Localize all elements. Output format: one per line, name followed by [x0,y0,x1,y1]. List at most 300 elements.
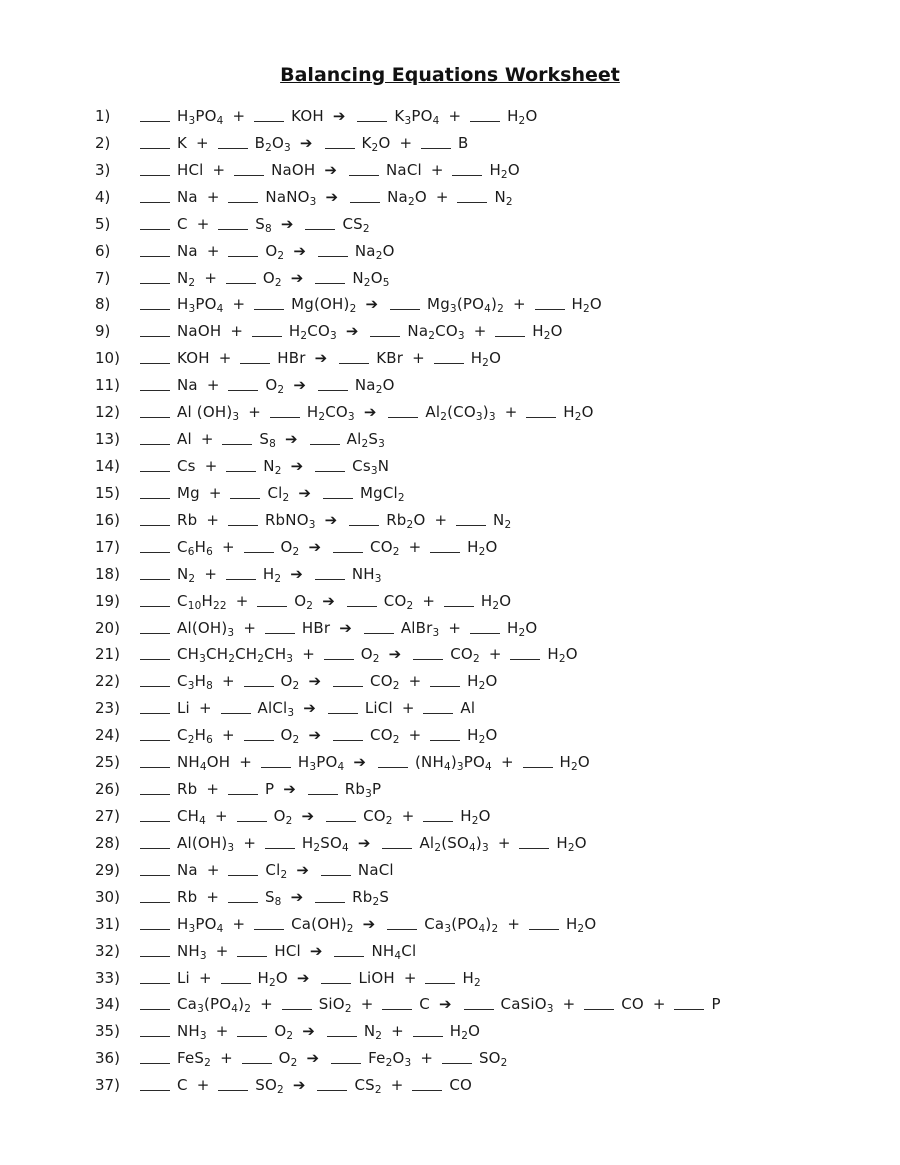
chemical-formula: $Na_2O$ [387,187,427,208]
chemical-formula: Al $(OH)_3$ [177,403,240,424]
plus-sign: + [215,1022,229,1041]
arrow-icon: ➔ [324,510,338,529]
plus-sign: + [420,1049,433,1068]
coefficient-blank [240,363,270,364]
chemical-formula: HBr [301,618,331,637]
arrow-icon: ➔ [283,780,296,799]
equation-row [95,588,890,615]
plus-sign: + [212,160,226,179]
chemical-formula: $H_2O$ [563,403,594,424]
coefficient-blank [140,309,170,310]
arrow-icon: ➔ [362,914,376,933]
chemical-formula: CaSiO$_3$ [500,995,554,1016]
plus-sign: + [220,1049,233,1068]
chemical-formula: $CO_2$ [370,672,400,693]
chemical-formula: $H_3PO_4$ [177,295,224,316]
chemical-formula: $CO_2$ [370,726,400,747]
equation-number: 32) [95,941,120,960]
chemical-formula: $Cl_2$ [265,860,288,881]
chemical-formula: $H_2O$ [556,833,587,854]
plus-sign: + [196,214,210,233]
coefficient-blank [413,1036,443,1037]
coefficient-blank [254,929,284,930]
chemical-formula: FeS$_2$ [177,1049,212,1070]
chemical-formula: C [177,1076,188,1095]
coefficient-blank [382,1009,412,1010]
chemical-formula: $O_2$ [280,726,300,747]
equation-number: 5) [95,214,111,233]
coefficient-blank [333,740,363,741]
chemical-formula: $H_2CO_3$ [306,403,355,424]
coefficient-blank [244,552,274,553]
coefficient-blank [140,525,170,526]
chemical-formula: $K_3PO_4$ [394,107,440,127]
arrow-icon: ➔ [345,322,359,341]
coefficient-blank [442,1063,472,1064]
chemical-formula: $H_2O$ [489,160,520,181]
equation-row [95,507,890,534]
coefficient-blank [388,417,418,418]
chemical-formula: CO [621,995,644,1014]
chemical-formula: $S_8$ [264,887,282,908]
plus-sign: + [206,187,220,206]
plus-sign: + [390,1076,404,1095]
chemical-formula: $Mg(OH)_2$ [291,295,357,316]
equation-list [95,103,890,1099]
coefficient-blank [242,1063,272,1064]
plus-sign: + [232,914,246,933]
equation-row [95,884,890,911]
plus-sign: + [403,968,417,987]
chemical-formula: RbNO$_3$ [264,510,316,531]
coefficient-blank [456,525,486,526]
coefficient-blank [434,363,464,364]
plus-sign: + [401,699,415,718]
coefficient-blank [584,1009,614,1010]
chemical-formula: $Mg_3(PO_4)_2$ [427,295,504,316]
plus-sign: + [200,430,214,449]
chemical-formula: $O_2$ [280,672,300,693]
chemical-formula: $H_2$ [262,564,282,585]
coefficient-blank [140,821,170,822]
arrow-icon: ➔ [309,941,323,960]
chemical-formula: $Ca_3(PO_4)_2$ [177,995,252,1016]
coefficient-blank [444,606,474,607]
coefficient-blank [349,525,379,526]
coefficient-blank [425,983,455,984]
chemical-formula: Na [177,860,198,879]
equation-number: 24) [95,726,120,745]
arrow-icon: ➔ [292,1076,306,1095]
equation-number: 4) [95,187,111,206]
chemical-formula: AlBr$_3$ [400,618,440,639]
equation-number: 33) [95,968,120,987]
chemical-formula: $CO_2$ [383,591,414,612]
coefficient-blank [140,175,170,176]
coefficient-blank [228,202,258,203]
arrow-icon: ➔ [298,483,311,502]
coefficient-blank [308,794,338,795]
arrow-icon: ➔ [438,995,452,1014]
coefficient-blank [333,552,363,553]
chemical-formula: $CH_3CH_2CH_2CH_3$ [177,645,294,666]
arrow-icon: ➔ [308,672,322,691]
chemical-formula: KBr [376,349,404,368]
chemical-formula: AlCl$_3$ [257,699,295,720]
coefficient-blank [315,579,345,580]
chemical-formula: $S_8$ [255,214,272,235]
plus-sign: + [391,1022,404,1041]
coefficient-blank [140,552,170,553]
coefficient-blank [495,336,525,337]
coefficient-blank [140,686,170,687]
coefficient-blank [318,390,348,391]
coefficient-blank [423,713,453,714]
coefficient-blank [140,283,170,284]
chemical-formula: C [419,995,430,1014]
chemical-formula: $H_2O$ [460,806,491,827]
coefficient-blank [364,633,394,634]
equation-number: 3) [95,160,111,179]
plus-sign: + [243,833,256,852]
coefficient-blank [228,525,258,526]
arrow-icon: ➔ [302,1022,315,1041]
coefficient-blank [321,983,351,984]
plus-sign: + [408,672,422,691]
coefficient-blank [282,1009,312,1010]
coefficient-blank [370,336,400,337]
coefficient-blank [412,1090,442,1091]
chemical-formula: $H_2O$ [532,322,563,343]
chemical-formula: $Al(OH)_3$ [177,618,235,639]
chemical-formula: $H_2O$ [571,295,602,316]
chemical-formula: $O_2$ [294,591,314,612]
coefficient-blank [254,121,284,122]
chemical-formula: $Na_2CO_3$ [407,322,465,343]
arrow-icon: ➔ [296,860,309,879]
coefficient-blank [140,902,170,903]
plus-sign: + [206,376,220,395]
coefficient-blank [140,579,170,580]
coefficient-blank [333,686,363,687]
equation-number: 9) [95,322,111,341]
coefficient-blank [237,1036,267,1037]
coefficient-blank [218,229,248,230]
arrow-icon: ➔ [324,160,337,179]
chemical-formula: $Ca(OH)_2$ [291,914,354,935]
equation-row [95,238,890,265]
coefficient-blank [430,740,460,741]
coefficient-blank [470,121,500,122]
coefficient-blank [323,498,353,499]
coefficient-blank [140,256,170,257]
chemical-formula: $N_2$ [363,1022,383,1043]
chemical-formula: $H_2O$ [506,618,538,639]
coefficient-blank [331,1063,361,1064]
coefficient-blank [387,929,417,930]
coefficient-blank [318,256,348,257]
plus-sign: + [435,187,449,206]
chemical-formula: $SO_2$ [255,1076,284,1097]
plus-sign: + [448,618,461,637]
arrow-icon: ➔ [314,349,328,368]
plus-sign: + [215,806,228,825]
chemical-formula: $H_2O$ [547,645,578,666]
plus-sign: + [422,591,435,610]
chemical-formula: $H_2O$ [467,726,498,747]
coefficient-blank [140,633,170,634]
coefficient-blank [140,229,170,230]
chemical-formula: $Cl_2$ [267,483,290,504]
coefficient-blank [218,148,248,149]
plus-sign: + [221,726,235,745]
coefficient-blank [140,1090,170,1091]
chemical-formula: Li [177,699,190,718]
equation-number: 31) [95,914,120,933]
plus-sign: + [221,537,235,556]
equation-row [95,453,890,480]
equation-number: 22) [95,672,120,691]
chemical-formula: $N_2$ [263,456,282,477]
coefficient-blank [140,1009,170,1010]
chemical-formula: $H_2O$ [467,537,498,558]
coefficient-blank [228,794,258,795]
equation-row [95,561,890,588]
coefficient-blank [349,175,379,176]
plus-sign: + [232,295,246,314]
plus-sign: + [408,726,422,745]
coefficient-blank [510,659,540,660]
chemical-formula: $Fe_2O_3$ [368,1049,412,1070]
chemical-formula: Al [177,430,192,449]
coefficient-blank [305,229,335,230]
chemical-formula: B [458,133,469,152]
plus-sign: + [248,403,261,422]
coefficient-blank [257,606,287,607]
equation-number: 23) [95,699,120,718]
chemical-formula: $O_2$ [278,1049,298,1070]
chemical-formula: Li [177,968,190,987]
chemical-formula: $H_2$ [462,968,481,989]
chemical-formula: $Cs_3N$ [352,456,390,477]
chemical-formula: $Rb_3P$ [344,780,382,801]
chemical-formula: $C_6H_6$ [177,537,213,558]
equation-number: 7) [95,268,111,287]
equation-number: 2) [95,133,111,152]
plus-sign: + [215,941,229,960]
chemical-formula: K [177,133,188,152]
coefficient-blank [140,1036,170,1037]
chemical-formula: HCl [177,160,204,179]
coefficient-blank [140,336,170,337]
chemical-formula: $O_2$ [265,376,285,397]
chemical-formula: $NH_4Cl$ [371,941,417,962]
coefficient-blank [464,1009,494,1010]
coefficient-blank [140,471,170,472]
coefficient-blank [140,848,170,849]
coefficient-blank [228,390,258,391]
chemical-formula: LiCl [364,699,393,718]
chemical-formula: $Na_2O$ [354,376,395,397]
equation-row [95,803,890,830]
equation-number: 14) [95,456,120,475]
coefficient-blank [140,875,170,876]
arrow-icon: ➔ [301,806,315,825]
equation-row [95,318,890,345]
coefficient-blank [140,202,170,203]
coefficient-blank [228,875,258,876]
equation-row [95,1045,890,1072]
plus-sign: + [204,268,217,287]
equation-row [95,749,890,776]
arrow-icon: ➔ [290,456,304,475]
equation-row [95,426,890,453]
chemical-formula: $O_2$ [265,241,285,262]
chemical-formula: $CO_2$ [450,645,480,666]
chemical-formula: $H_2O$ [507,107,538,127]
chemical-formula: Rb [177,510,198,529]
equation-row [95,668,890,695]
arrow-icon: ➔ [325,187,339,206]
chemical-formula: $N_2$ [177,268,196,289]
plus-sign: + [221,672,235,691]
chemical-formula: $NH_3$ [177,941,207,962]
chemical-formula: $Na_2O$ [354,241,395,262]
chemical-formula: $Al_2(CO_3)_3$ [425,403,496,424]
arrow-icon: ➔ [293,241,306,260]
plus-sign: + [198,699,212,718]
equation-number: 15) [95,483,120,502]
arrow-icon: ➔ [306,1049,320,1068]
equation-row [95,938,890,965]
coefficient-blank [252,336,282,337]
coefficient-blank [140,740,170,741]
coefficient-blank [430,686,460,687]
plus-sign: + [204,456,218,475]
arrow-icon: ➔ [303,699,316,718]
coefficient-blank [390,309,420,310]
plus-sign: + [198,968,212,987]
plus-sign: + [399,133,413,152]
coefficient-blank [378,767,408,768]
chemical-formula: Na [177,241,198,260]
equation-row [95,130,890,157]
chemical-formula: $SO_2$ [478,1049,508,1070]
chemical-formula: HBr [277,349,306,368]
equation-number: 17) [95,537,120,556]
chemical-formula: $CO_2$ [370,537,400,558]
coefficient-blank [452,175,482,176]
plus-sign: + [302,645,315,664]
chemical-formula: $N_2$ [494,187,513,208]
equation-row [95,157,890,184]
chemical-formula: $H_3PO_4$ [177,107,224,127]
equation-number: 26) [95,780,120,799]
coefficient-blank [421,148,451,149]
chemical-formula: Al [460,699,476,718]
chemical-formula: $NH_4OH$ [177,753,231,774]
plus-sign: + [360,995,374,1014]
coefficient-blank [140,983,170,984]
chemical-formula: CO [449,1076,473,1095]
chemical-formula: LiOH [358,968,395,987]
equation-row [95,534,890,561]
plus-sign: + [652,995,666,1014]
arrow-icon: ➔ [299,133,313,152]
equation-number: 35) [95,1022,120,1041]
coefficient-blank [140,1063,170,1064]
coefficient-blank [140,956,170,957]
equation-row [95,265,890,292]
chemical-formula: $O_2$ [280,537,300,558]
coefficient-blank [140,390,170,391]
chemical-formula: MgCl$_2$ [359,483,405,504]
arrow-icon: ➔ [308,726,322,745]
coefficient-blank [261,767,291,768]
equation-row [95,480,890,507]
coefficient-blank [674,1009,704,1010]
chemical-formula: P [264,780,275,799]
arrow-icon: ➔ [280,214,294,233]
coefficient-blank [457,202,487,203]
coefficient-blank [234,175,264,176]
equation-number: 36) [95,1049,120,1068]
arrow-icon: ➔ [290,268,304,287]
coefficient-blank [315,471,345,472]
coefficient-blank [218,1090,248,1091]
chemical-formula: $K_2O$ [361,133,391,154]
coefficient-blank [254,309,284,310]
plus-sign: + [408,537,422,556]
equation-row [95,184,890,211]
plus-sign: + [206,780,219,799]
plus-sign: + [206,860,220,879]
chemical-formula: $NH_3$ [351,564,382,585]
coefficient-blank [327,1036,357,1037]
chemical-formula: $H_2O$ [467,672,498,693]
arrow-icon: ➔ [293,376,306,395]
plus-sign: + [507,914,520,933]
chemical-formula: Rb [177,887,198,906]
coefficient-blank [529,929,559,930]
equation-number: 21) [95,645,120,664]
chemical-formula: $H_3PO_4$ [297,753,345,774]
coefficient-blank [140,121,170,122]
coefficient-blank [423,821,453,822]
arrow-icon: ➔ [388,645,402,664]
coefficient-blank [315,283,345,284]
chemical-formula: $O_2$ [274,1022,294,1043]
chemical-formula: $Rb_2O$ [386,510,426,531]
chemical-formula: $H_3PO_4$ [177,914,224,935]
chemical-formula: $H_2O$ [449,1022,481,1043]
coefficient-blank [140,794,170,795]
plus-sign: + [473,322,487,341]
equation-row [95,991,890,1018]
coefficient-blank [347,606,377,607]
equation-number: 11) [95,376,120,395]
plus-sign: + [196,1076,210,1095]
equation-number: 34) [95,995,120,1014]
plus-sign: + [232,107,246,125]
chemical-formula: Mg [177,483,200,502]
chemical-formula: $N_2$ [177,564,196,585]
chemical-formula: KOH [177,349,210,368]
coefficient-blank [470,633,500,634]
chemical-formula: $O_2$ [273,806,293,827]
equation-number: 13) [95,430,120,449]
chemical-formula: $Al_2(SO_4)_3$ [419,833,489,854]
